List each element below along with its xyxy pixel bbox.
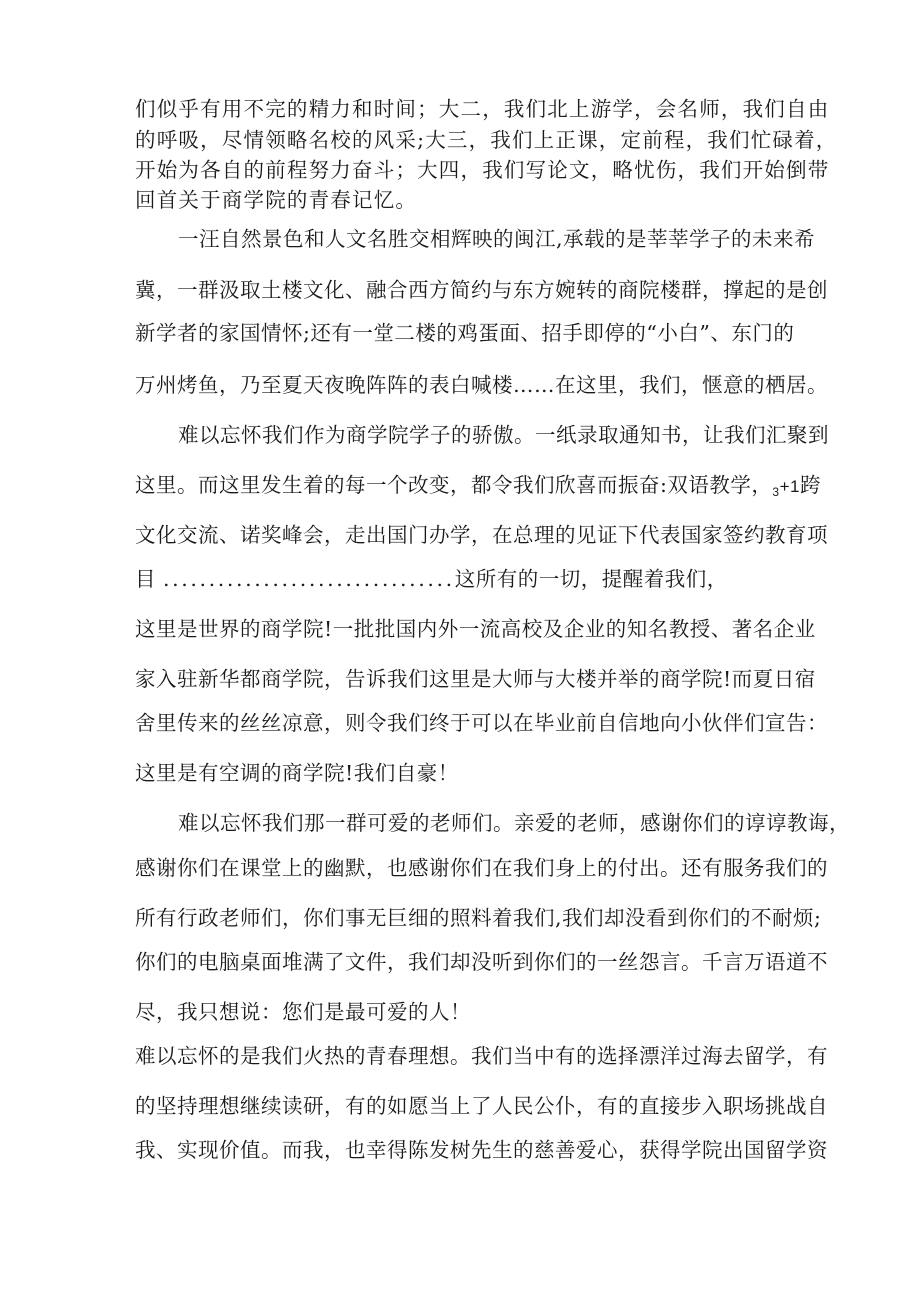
text-line: 开始为各自的前程努力奋斗；大四，我们写论文，略忧伤，我们开始倒带 <box>135 158 830 182</box>
text-line: 回首关于商学院的青春记忆。 <box>135 188 418 212</box>
text-line: 我、实现价值。而我，也幸得陈发树先生的慈善爱心，获得学院出国留学资 <box>135 1138 828 1162</box>
text-line <box>135 566 728 592</box>
text-line: 家入驻新华都商学院，告诉我们这里是大师与大楼并举的商学院!而夏日宿 <box>135 667 816 691</box>
text-line: 难以忘怀我们作为商学院学子的骄傲。一纸录取通知书，让我们汇聚到 <box>178 423 829 447</box>
text-line: 们似乎有用不完的精力和时间；大二，我们北上游学，会名师，我们自由 <box>135 97 830 121</box>
text-segment: 这所有的一切，提醒着我们， <box>454 567 728 591</box>
text-line <box>135 472 821 505</box>
text-line: 感谢你们在课堂上的幽默，也感谢你们在我们身上的付出。还有服务我们的 <box>135 856 828 880</box>
text-segment: 这里。而这里发生着的每一个改变，都令我们欣喜而振奋:双语教学， <box>135 473 773 497</box>
text-line: 这里是世界的商学院!一批批国内外一流高校及企业的知名教授、著名企业 <box>135 617 816 641</box>
text-line: 一汪自然景色和人文名胜交相辉映的闽江,承载的是莘莘学子的未来希 <box>178 227 816 251</box>
text-line: 这里是有空调的商学院!我们自豪！ <box>135 761 459 785</box>
text-line: 难以忘怀的是我们火热的青春理想。我们当中有的选择漂洋过海去留学，有 <box>135 1044 828 1068</box>
text-segment: 目 <box>135 567 156 591</box>
text-line: 舍里传来的丝丝凉意，则令我们终于可以在毕业前自信地向小伙伴们宣告： <box>135 711 828 735</box>
text-line: 万州烤鱼，乃至夏天夜晚阵阵的表白喊楼……在这里，我们，惬意的栖居。 <box>135 373 828 397</box>
text-segment: 跨 <box>799 473 821 497</box>
text-line: 的呼吸，尽情领略名校的风采;大三，我们上正课，定前程，我们忙碌着， <box>135 128 838 152</box>
inline-number: $_3$+1 <box>772 477 800 499</box>
text-line: 冀，一群汲取土楼文化、融合西方简约与东方婉转的商院楼群，撑起的是创 <box>135 278 828 302</box>
text-line: 所有行政老师们，你们事无巨细的照料着我们,我们却没看到你们的不耐烦; <box>135 906 822 930</box>
text-line: 尽，我只想说：您们是最可爱的人！ <box>135 1000 471 1024</box>
text-line: 难以忘怀我们那一群可爱的老师们。亲爱的老师，感谢你们的谆谆教诲， <box>178 811 850 835</box>
text-line: 新学者的家国情怀;还有一堂二楼的鸡蛋面、招手即停的“小白”、东门的 <box>135 321 795 345</box>
text-line: 文化交流、诺奖峰会，走出国门办学，在总理的见证下代表国家签约教育项 <box>135 523 828 547</box>
text-line: 的坚持理想继续读研，有的如愿当上了人民公仆，有的直接步入职场挑战自 <box>135 1094 828 1118</box>
dot-leader: ................................ <box>163 567 455 591</box>
text-line: 你们的电脑桌面堆满了文件，我们却没听到你们的一丝怨言。千言万语道不 <box>135 950 828 974</box>
